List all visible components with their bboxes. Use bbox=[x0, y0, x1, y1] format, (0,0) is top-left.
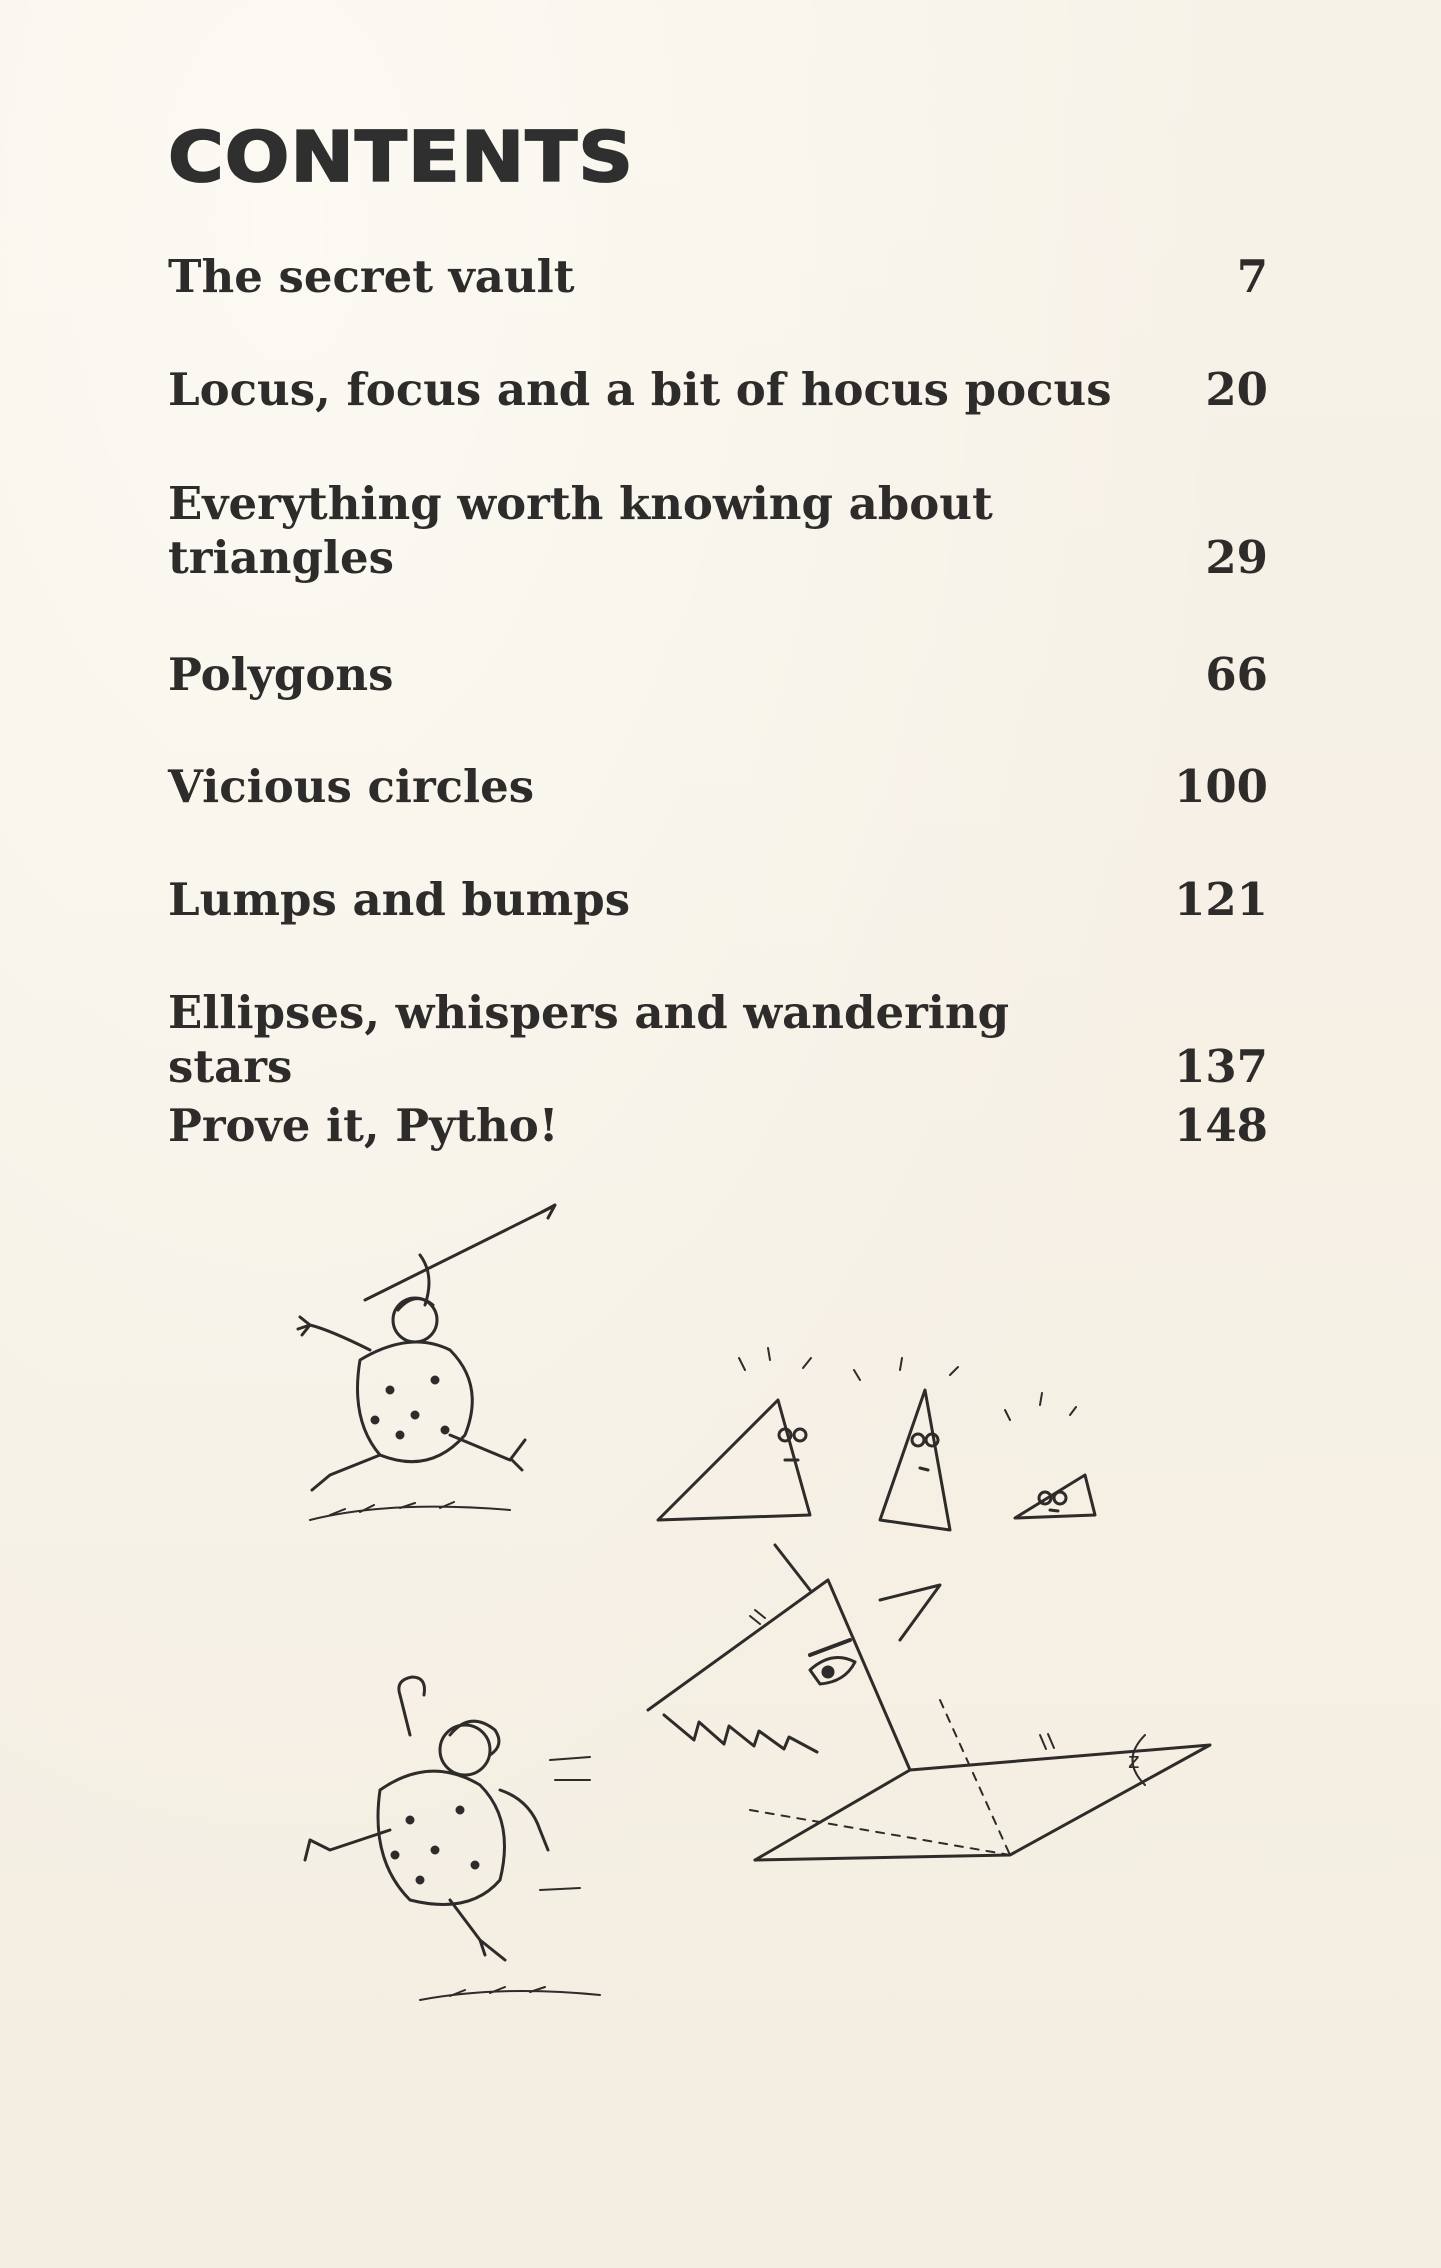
toc-entry-page: 100 bbox=[1174, 760, 1268, 813]
running-caveman-icon bbox=[305, 1677, 600, 2000]
toc-entry-title-continued: triangles bbox=[168, 531, 394, 584]
toc-entry-page: 20 bbox=[1205, 363, 1268, 416]
small-triangles-icon bbox=[658, 1348, 1095, 1530]
toc-entry-title: Ellipses, whispers and wandering stars bbox=[168, 986, 1010, 1093]
toc-entry[interactable] bbox=[168, 363, 1268, 417]
toc-entry[interactable] bbox=[168, 648, 1268, 702]
toc-entry[interactable] bbox=[168, 477, 1268, 585]
toc-entry-title: Everything worth knowing about bbox=[168, 477, 993, 530]
toc-entry-page: 66 bbox=[1205, 648, 1268, 701]
angle-label: z bbox=[1128, 1749, 1140, 1774]
toc-entry-page: 29 bbox=[1205, 531, 1268, 584]
toc-entry-title: Vicious circles bbox=[168, 760, 535, 813]
toc-entry-page: 121 bbox=[1174, 873, 1268, 926]
toc-entry[interactable] bbox=[168, 873, 1268, 927]
toc-entry[interactable] bbox=[168, 760, 1268, 814]
triangle-monster-icon bbox=[648, 1545, 1210, 1860]
toc-entry-title: Prove it, Pytho! bbox=[168, 1099, 559, 1152]
toc-entry[interactable] bbox=[168, 250, 1268, 304]
toc-entry-page: 7 bbox=[1236, 250, 1268, 303]
illustration bbox=[250, 1190, 1250, 2060]
caveman-with-spear-icon bbox=[298, 1205, 555, 1520]
toc-entry-title: Polygons bbox=[168, 648, 394, 701]
toc-entry[interactable] bbox=[168, 1099, 1268, 1153]
toc-entry-title: Lumps and bumps bbox=[168, 873, 631, 926]
toc-entry[interactable] bbox=[168, 986, 1268, 1094]
toc-entry-page: 137 bbox=[1174, 1040, 1268, 1093]
toc-entry-title: The secret vault bbox=[168, 250, 575, 303]
toc-entry-title: Locus, focus and a bit of hocus pocus bbox=[168, 363, 1112, 416]
toc-entry-page: 148 bbox=[1174, 1099, 1268, 1152]
page-title: CONTENTS bbox=[168, 115, 634, 198]
